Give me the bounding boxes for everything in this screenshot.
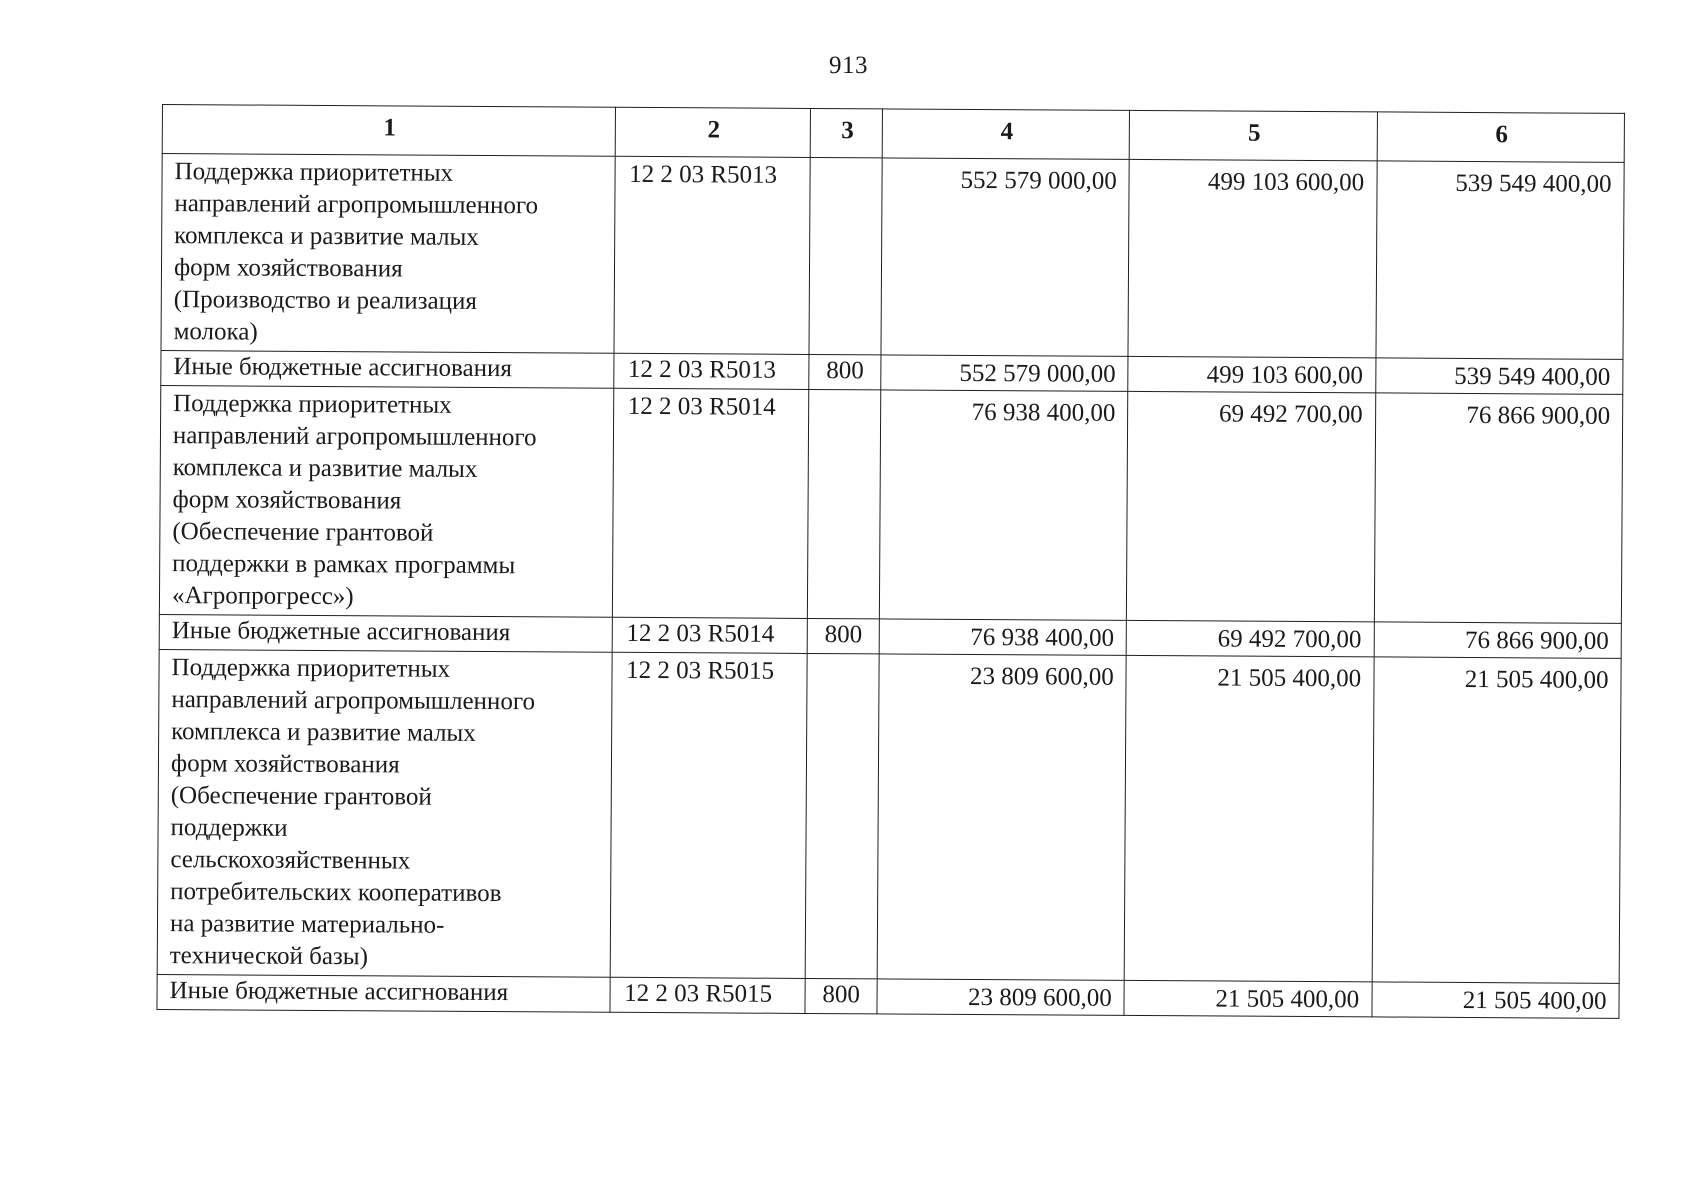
row-sum-6: 21 505 400,00	[1372, 982, 1620, 1019]
table-row	[157, 649, 1621, 983]
page-number: 913	[829, 52, 868, 79]
row-sum-5: 21 505 400,00	[1124, 655, 1373, 982]
row-name: Иные бюджетные ассигнования	[161, 350, 614, 388]
row-name: Поддержка приоритетных направлений агропромышленного комплекса и развитие малых форм хозяйствования (Производство и реализация молока)	[161, 154, 615, 354]
column-header-3: 3	[811, 108, 883, 157]
row-sum-6: 539 549 400,00	[1375, 358, 1623, 395]
column-header-6: 6	[1377, 112, 1625, 163]
row-sum-6: 76 866 900,00	[1374, 393, 1623, 624]
row-kind: 800	[808, 618, 880, 653]
table-row	[159, 385, 1622, 623]
row-sum-5: 21 505 400,00	[1124, 980, 1372, 1017]
row-sum-4: 23 809 600,00	[877, 979, 1125, 1016]
row-sum-4: 552 579 000,00	[881, 158, 1130, 357]
budget-table	[156, 104, 1625, 1019]
row-sum-4: 23 809 600,00	[877, 654, 1126, 981]
table-header-row	[162, 105, 1624, 163]
column-header-2: 2	[615, 107, 811, 157]
column-header-4: 4	[882, 109, 1130, 160]
row-kind	[809, 157, 882, 354]
row-name: Поддержка приоритетных направлений агропромышленного комплекса и развитие малых форм хозяйствования (Обеспечение грантовой поддержки сельскохозяйственных потребительских кооперативов на развитие материально- технической базы)	[157, 649, 612, 977]
row-name: Поддержка приоритетных направлений агропромышленного комплекса и развитие малых форм хозяйствования (Обеспечение грантовой поддержки в рамках программы «Агропрогресс»)	[159, 385, 613, 617]
row-code: 12 2 03 R5013	[613, 353, 809, 389]
row-code: 12 2 03 R5013	[614, 156, 811, 354]
row-code: 12 2 03 R5014	[612, 617, 808, 653]
row-kind: 800	[809, 354, 881, 389]
row-code: 12 2 03 R5015	[610, 652, 808, 978]
row-sum-4: 552 579 000,00	[881, 355, 1129, 392]
row-sum-6: 539 549 400,00	[1376, 161, 1625, 360]
column-header-5: 5	[1129, 110, 1377, 161]
row-sum-4: 76 938 400,00	[879, 619, 1127, 656]
row-sum-5: 499 103 600,00	[1128, 356, 1376, 393]
row-name: Иные бюджетные ассигнования	[157, 974, 610, 1012]
row-sum-6: 21 505 400,00	[1372, 657, 1621, 984]
row-sum-5: 499 103 600,00	[1128, 159, 1377, 358]
row-kind	[808, 389, 881, 618]
row-sum-4: 76 938 400,00	[879, 390, 1128, 621]
row-sum-6: 76 866 900,00	[1374, 622, 1622, 659]
row-name: Иные бюджетные ассигнования	[159, 614, 612, 652]
column-header-1: 1	[162, 105, 615, 157]
row-code: 12 2 03 R5014	[612, 388, 809, 618]
row-kind: 800	[805, 978, 877, 1013]
row-code: 12 2 03 R5015	[610, 977, 806, 1013]
table-row	[161, 154, 1624, 360]
row-kind	[806, 653, 880, 978]
row-sum-5: 69 492 700,00	[1126, 620, 1374, 657]
row-sum-5: 69 492 700,00	[1127, 391, 1376, 622]
